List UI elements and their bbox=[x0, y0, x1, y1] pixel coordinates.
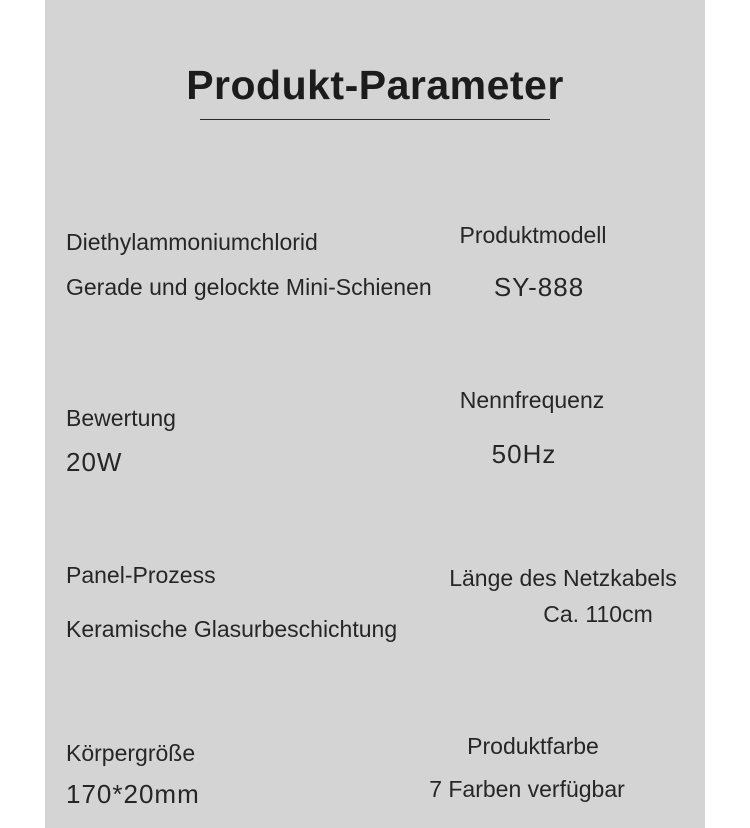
material-value: Gerade und gelockte Mini-Schienen bbox=[66, 274, 432, 300]
body-size-value: 170*20mm bbox=[66, 779, 200, 809]
title-underline bbox=[200, 119, 550, 120]
cable-length-value: Ca. 110cm bbox=[543, 601, 653, 627]
rating-value: 20W bbox=[66, 447, 123, 477]
frequency-label: Nennfrequenz bbox=[459, 387, 605, 413]
product-color-value: 7 Farben verfügbar bbox=[429, 776, 625, 802]
parameter-panel bbox=[45, 0, 705, 828]
page-title: Produkt-Parameter bbox=[186, 62, 564, 108]
model-label: Produktmodell bbox=[459, 222, 607, 248]
body-size-label: Körpergröße bbox=[66, 740, 196, 766]
product-color-label: Produktfarbe bbox=[467, 733, 599, 759]
frequency-value: 50Hz bbox=[491, 439, 557, 469]
rating-label: Bewertung bbox=[66, 405, 176, 431]
panel-process-label: Panel-Prozess bbox=[66, 562, 216, 588]
panel-process-value: Keramische Glasurbeschichtung bbox=[66, 616, 398, 642]
model-value: SY-888 bbox=[493, 272, 585, 302]
material-label: Diethylammoniumchlorid bbox=[66, 229, 318, 255]
cable-length-label: Länge des Netzkabels bbox=[449, 565, 677, 591]
